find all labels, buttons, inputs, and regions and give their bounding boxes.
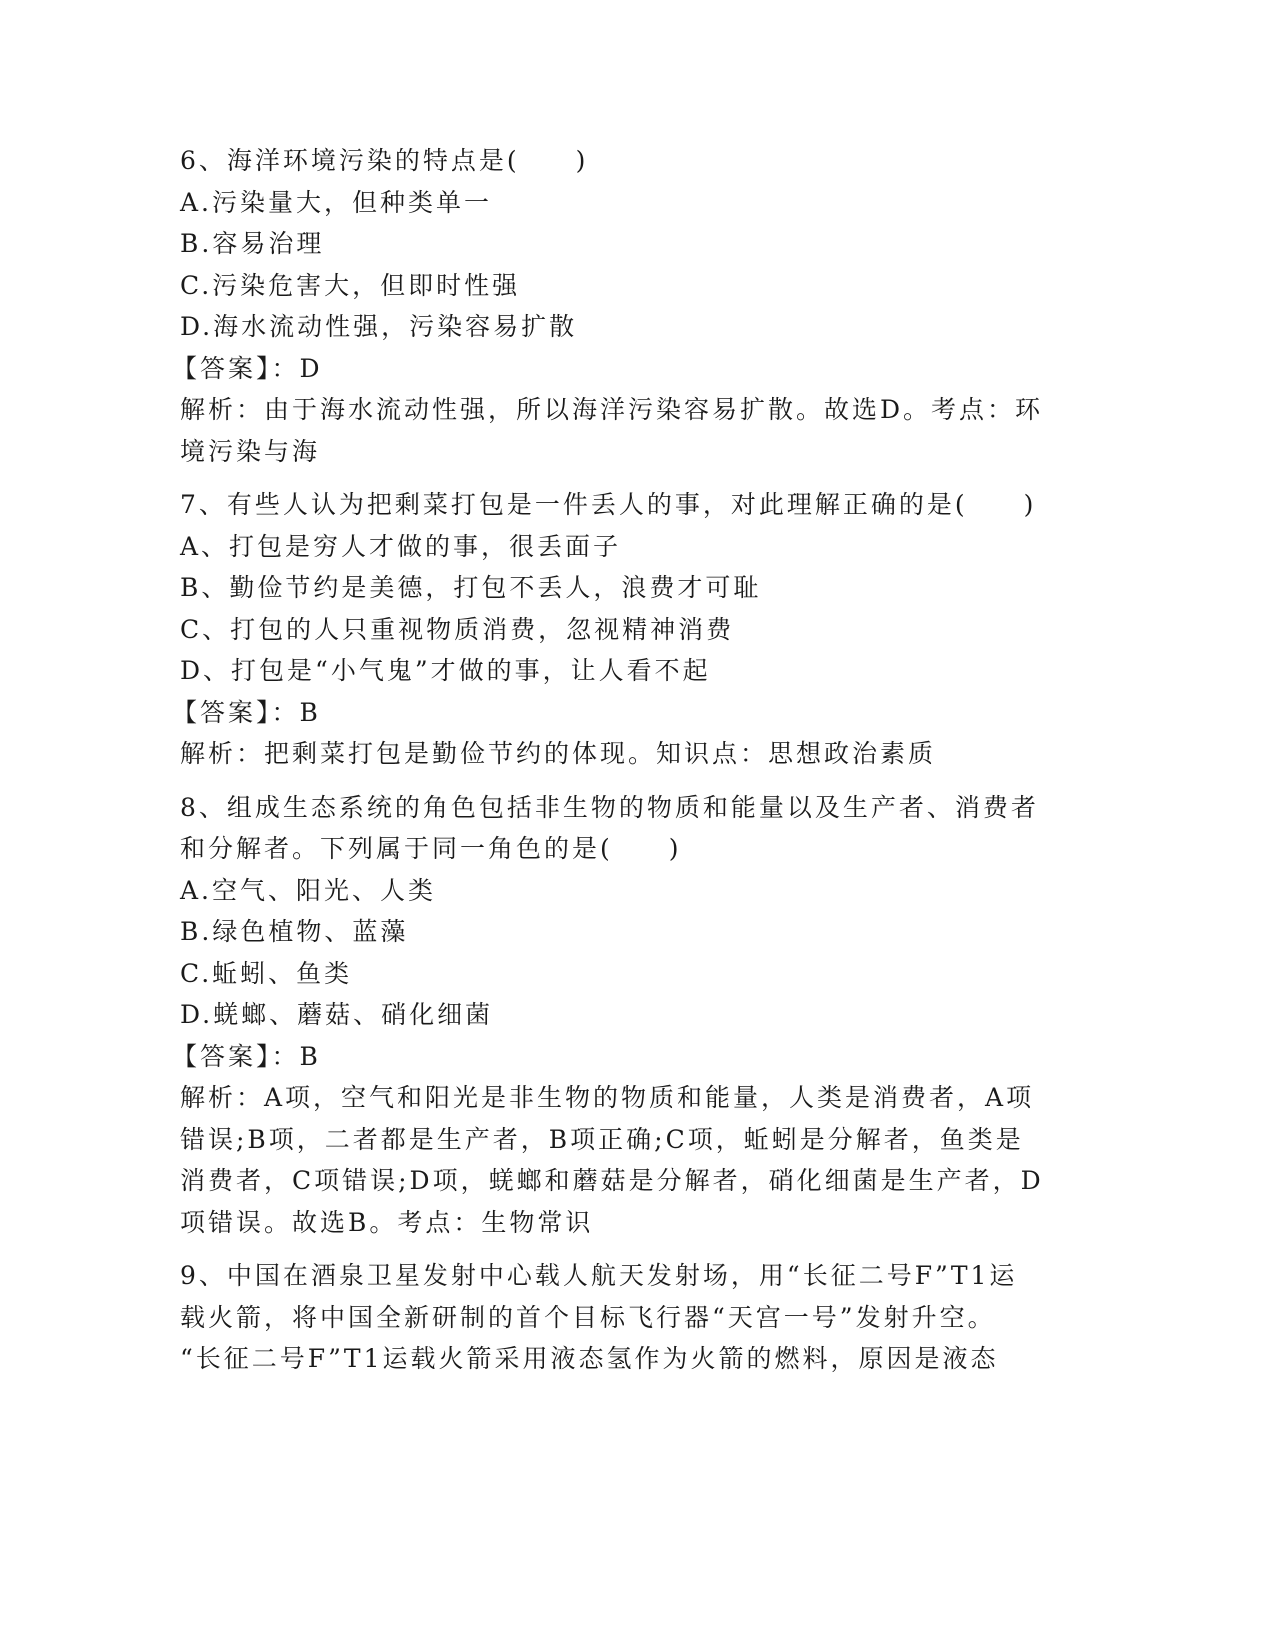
option-a: A.空气、阳光、人类 [180, 875, 437, 905]
explanation-line: 错误;B项，二者都是生产者，B项正确;C项，蚯蚓是分解者，鱼类是 [180, 1124, 1024, 1154]
option-a: A、打包是穷人才做的事，很丢面子 [180, 531, 622, 561]
question-stem-line: 载火箭，将中国全新研制的首个目标飞行器“天宫一号”发射升空。 [180, 1302, 996, 1332]
explanation-line: 消费者，C项错误;D项，蜣螂和蘑菇是分解者，硝化细菌是生产者，D [180, 1166, 1044, 1195]
option-d: D.蜣螂、蘑菇、硝化细菌 [180, 1000, 494, 1029]
question-stem-line: 9、中国在酒泉卫星发射中心载人航天发射场，用“长征二号F”T1运 [180, 1261, 1018, 1290]
explanation-line: 解析：由于海水流动性强，所以海洋污染容易扩散。故选D。考点：环 [180, 395, 1044, 424]
option-b: B.绿色植物、蓝藻 [180, 917, 409, 946]
question-9 [180, 1255, 1060, 1380]
option-b: B.容易治理 [180, 229, 325, 258]
explanation-line: 解析：把剩菜打包是勤俭节约的体现。知识点：思想政治素质 [180, 739, 937, 768]
question-stem-line: “长征二号F”T1运载火箭采用液态氢作为火箭的燃料，原因是液态 [180, 1344, 999, 1373]
question-stem-line: 和分解者。下列属于同一角色的是( ) [180, 834, 682, 863]
question-stem-line: 6、海洋环境污染的特点是( ) [180, 146, 589, 175]
question-stem-line: 8、组成生态系统的角色包括非生物的物质和能量以及生产者、消费者 [180, 792, 1039, 822]
option-d: D、打包是“小气鬼”才做的事，让人看不起 [180, 656, 711, 685]
question-6 [172, 140, 1060, 472]
explanation-line: 解析：A项，空气和阳光是非生物的物质和能量，人类是消费者，A项 [180, 1083, 1035, 1112]
question-stem-line: 7、有些人认为把剩菜打包是一件丢人的事，对此理解正确的是( ) [180, 490, 1037, 519]
option-c: C.污染危害大，但即时性强 [180, 270, 521, 300]
option-d: D.海水流动性强，污染容易扩散 [180, 312, 578, 341]
explanation-line: 境污染与海 [180, 436, 321, 466]
explanation-line: 项错误。故选B。考点：生物常识 [180, 1207, 594, 1237]
answer-line: 【答案】：D [172, 353, 323, 383]
option-c: C、打包的人只重视物质消费，忽视精神消费 [180, 614, 735, 644]
answer-line: 【答案】：B [172, 697, 321, 727]
question-7 [172, 484, 1060, 775]
option-c: C.蚯蚓、鱼类 [180, 958, 353, 988]
answer-line: 【答案】：B [172, 1041, 321, 1071]
document-page [172, 140, 1060, 1392]
option-a: A.污染量大，但种类单一 [180, 187, 493, 217]
question-8 [172, 787, 1060, 1244]
option-b: B、勤俭节约是美德，打包不丢人，浪费才可耻 [180, 573, 762, 602]
